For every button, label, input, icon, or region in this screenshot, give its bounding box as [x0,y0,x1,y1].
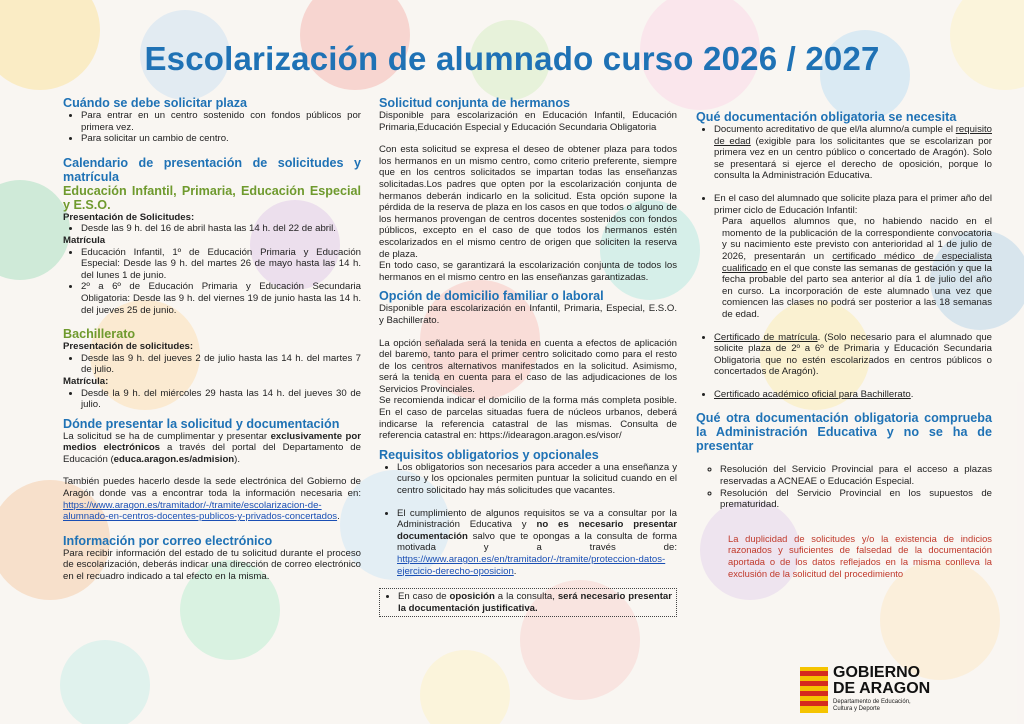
text: Cultura y Deporte [833,706,881,712]
list-item [714,389,992,401]
heading-domicilio: Opción de domicilio familiar o laboral [379,289,604,304]
list-item: ◦ Resolución del Servicio Provincial en los supuestos de prematuridad. [720,488,992,511]
text: a la consulta, [494,591,558,603]
text: a través del portal del Departamento de Educación ( [63,442,361,465]
text: . [910,388,914,400]
heading-comprueba: Qué otra documentación obligatoria comprueba la Administración Educativa y no se ha de presentar [696,411,992,454]
list-item [714,124,992,182]
heading-requisitos: Requisitos obligatorios y opcionales [379,447,599,462]
donde-paragraph [63,431,361,466]
underlined-text: certificado médico de especialista cualificado [722,250,992,274]
heading-calendario: Calendario de presentación de solicitudes y matrícula [63,155,361,184]
documentacion-list-2 [696,193,992,216]
heading-infantil: Educación Infantil, Primaria, Educación Especial y E.S.O. [63,183,361,212]
emphasis: oposición [449,591,495,603]
list-item: • Desde las 9 h. del jueves 2 de julio hasta las 14 h. del martes 7 de julio. [81,353,361,376]
list-item [397,508,677,578]
list-item: ◦ Resolución del Servicio Provincial para el acceso a plazas reservadas a ACNEAE o Educación Especial. [720,464,992,487]
conjunta-note: En todo caso, se garantizará la escolarización conjunta de todos los hermanos en el mismo centro en las enseñanzas garantizadas. [379,260,677,283]
list-item: • Desde las 9 h. del 16 de abril hasta las 14 h. del 22 de abril. [81,223,361,235]
conjunta-intro: Disponible para escolarización en Educación Infantil, Educación Primaria,Educación Especial y Educación Secundaria Obligatoria [379,110,677,133]
text: El cumplimiento de algunos requisitos se va a consultar por la Administración Educativa y [397,507,677,531]
oposicion-link[interactable]: https://www.aragon.es/en/tramitador/-/tramite/proteccion-datos-ejercicio-derecho-oposicion [397,554,666,577]
logo-line-1: GOBIERNO [833,664,921,681]
infantil-subparagraph [696,216,992,320]
underlined-text: Certificado académico oficial para Bachillerato [714,388,911,400]
text: en el que conste las semanas de gestación y que la fecha probable del parto sea anterior al día 1 de julio del año en curso. La incorporación de este alumnado una vez que comiencen las clases no podrá ser posterior a las 18 semanas de edad. [722,262,992,320]
heading-que-documentacion: Qué documentación obligatoria se necesita [696,110,957,124]
requisitos-list-1 [379,462,677,497]
heading-correo: Información por correo electrónico [63,533,273,548]
text: La solicitud se ha de cumplimentar y presentar [63,430,271,442]
text: salvo que te opongas a la consulta de forma motivada y a través de: [397,530,677,554]
list-item: • Desde la 9 h. del miércoles 29 hasta las 14 h. del jueves 30 de julio. [81,388,361,411]
text: Documento acreditativo de que el/la alumno/a cumple el [714,124,956,135]
duplicidad-warning: La duplicidad de solicitudes y/o la existencia de indicios razonados y suficientes de falsedad de la documentación aportada o de los datos reflejados en la misma conlleva la exclusión de la solicitud del procedimiento [728,532,992,579]
text: (exigible para los solicitantes que se escolarizan por primera vez en un centro público o concertado de Aragón). Solo se presentará si ejerce el derecho de oposición, porque lo consulta la Administración Educativa. [714,135,992,182]
gobierno-aragon-logo [800,663,932,717]
list-item: • 2º a 6º de Educación Primaria y Educación Secundaria Obligatoria: Desde las 9 h. del viernes 19 de junio hasta las 14 h. del jueves 25 de junio. [81,281,361,316]
conjunta-body: Con esta solicitud se expresa el deseo de obtener plaza para todos los hermanos en un mismo centro, como criterio preferente, siempre que en los centros solicitados se impartan todas las enseñanzas solicitadas.Los padres que opten por la escolarización conjunta de hermanos deberán indicarlo en la solicitud. Esta opción supone la pérdida de la reserva de plaza en los casos en que todos o alguno de los hermanos provengan de centros docentes sostenidos con fondos públicos, excepto en el caso de que todos los hermanos estén escolarizados en el mismo centro de origen que soliciten la reserva de plaza. [379,144,677,260]
sede-paragraph [63,476,361,522]
heading-bachillerato: Bachillerato [63,327,136,342]
underlined-text: Certificado de matrícula [714,331,818,343]
comprueba-list [696,464,992,510]
emphasis: será necesario presentar la documentación justificativa. [398,591,673,614]
domicilio-intro: Disponible para escolarización en Infantil, Primaria, Especial, E.S.O. y Bachillerato. [379,303,677,326]
column-middle [379,96,677,617]
column-right [696,110,992,579]
heading-donde: Dónde presentar la solicitud y documentación [63,416,340,431]
list-item [714,332,992,378]
text: . [337,511,340,523]
column-left [63,96,361,583]
presentacion-list [63,223,361,235]
bach-matricula-list [63,388,361,411]
list-item: • Educación Infantil, 1º de Educación Primaria y Educación Especial: Desde las 9 h. del martes 26 de mayo hasta las 14 h. del lunes 1 de junio. [81,247,361,282]
oposicion-box [379,588,677,617]
label-bach-matricula: Matrícula: [63,375,109,387]
text: En caso de [398,591,450,603]
domicilio-catastro: Se recomienda indicar el domicilio de la forma más completa posible. En el caso de parcelas situadas fuera de núcleos urbanos, deberá indicarse la referencia catastral de las mismas. Consulta de referencia catastral en: https://idearagon.aragon.es/visor/ [379,395,677,442]
text: Para aquellos alumnos que, no habiendo nacido en el momento de la publicación de la correspondiente convocatoria y su nacimiento este previsto con anterioridad al 1 de julio de 2026, presentarán un [722,216,992,262]
logo-department [833,699,911,713]
heading-cuando: Cuándo se debe solicitar plaza [63,96,248,110]
bach-presentacion-list [63,353,361,376]
requisitos-list-2 [379,508,677,578]
sede-link[interactable]: https://www.aragon.es/tramitador/-/tramite/escolarizacion-de-alumnado-en-centros-docentes-publicos-y-privados-concertados [63,499,338,523]
documentacion-list-1 [696,124,992,182]
text: Departamento de Educación, [833,699,911,705]
list-item: • Para solicitar un cambio de centro. [81,133,361,145]
label-presentacion: Presentación de Solicitudes: [63,211,195,223]
page-title: Escolarización de alumnado curso 2026 / 2027 [144,40,880,77]
list-item [398,591,672,614]
list-item: • Para entrar en un centro sostenido con fondos públicos por primera vez. [81,110,361,133]
underlined-text: requisito de edad [714,124,992,147]
aragon-flag-icon [800,667,828,713]
label-bach-presentacion: Presentación de solicitudes: [63,341,194,353]
label-matricula: Matrícula [63,234,106,246]
text: . (Solo necesario para el alumnado que solicite plaza de 2º a 6º de Primaria y Educación Secundaria Obligatoria que no estén escolarizados en centros públicos o concertados de Aragón). [714,331,993,378]
text: ). [234,453,241,465]
text: También puedes hacerlo desde la sede electrónica del Gobierno de Aragón donde vas a encontrar toda la información necesaria en: [63,476,361,500]
portal-url: educa.aragon.es/admision [113,453,235,465]
requisitos-list-3 [384,591,672,614]
domicilio-body: La opción señalada será la tenida en cuenta a efectos de aplicación del baremo, tanto para el primer centro solicitado como para el resto de los centros alternativos manifestados en la solicitud. Asimismo, será la tenida en cuenta para el caso de las adjudicaciones de los Servicios Provinciales. [379,337,677,395]
cuando-list [63,110,361,145]
emphasis: exclusivamente por medios electrónicos [63,430,361,454]
documentacion-list-3 [696,332,992,378]
list-item: • Los obligatorios son necesarios para acceder a una enseñanza y curso y los opcionales permiten puntuar la solicitud cuando en el centro solicitado hay más solicitudes que vacantes. [397,462,677,497]
heading-conjunta: Solicitud conjunta de hermanos [379,96,571,110]
list-item: • En el caso del alumnado que solicite plaza para el primer año del primer ciclo de Educación Infantil: [714,193,992,216]
documentacion-list-4 [696,389,992,401]
logo-line-2: DE ARAGON [833,680,931,697]
text: . [513,565,517,577]
correo-paragraph: Para recibir información del estado de tu solicitud durante el proceso de escolarización, deberás indicar una dirección de correo electrónico en el recuadro indicado a tal efecto en la misma. [63,547,361,583]
matricula-list [63,247,361,317]
emphasis: no es necesario presentar documentación [397,519,677,542]
